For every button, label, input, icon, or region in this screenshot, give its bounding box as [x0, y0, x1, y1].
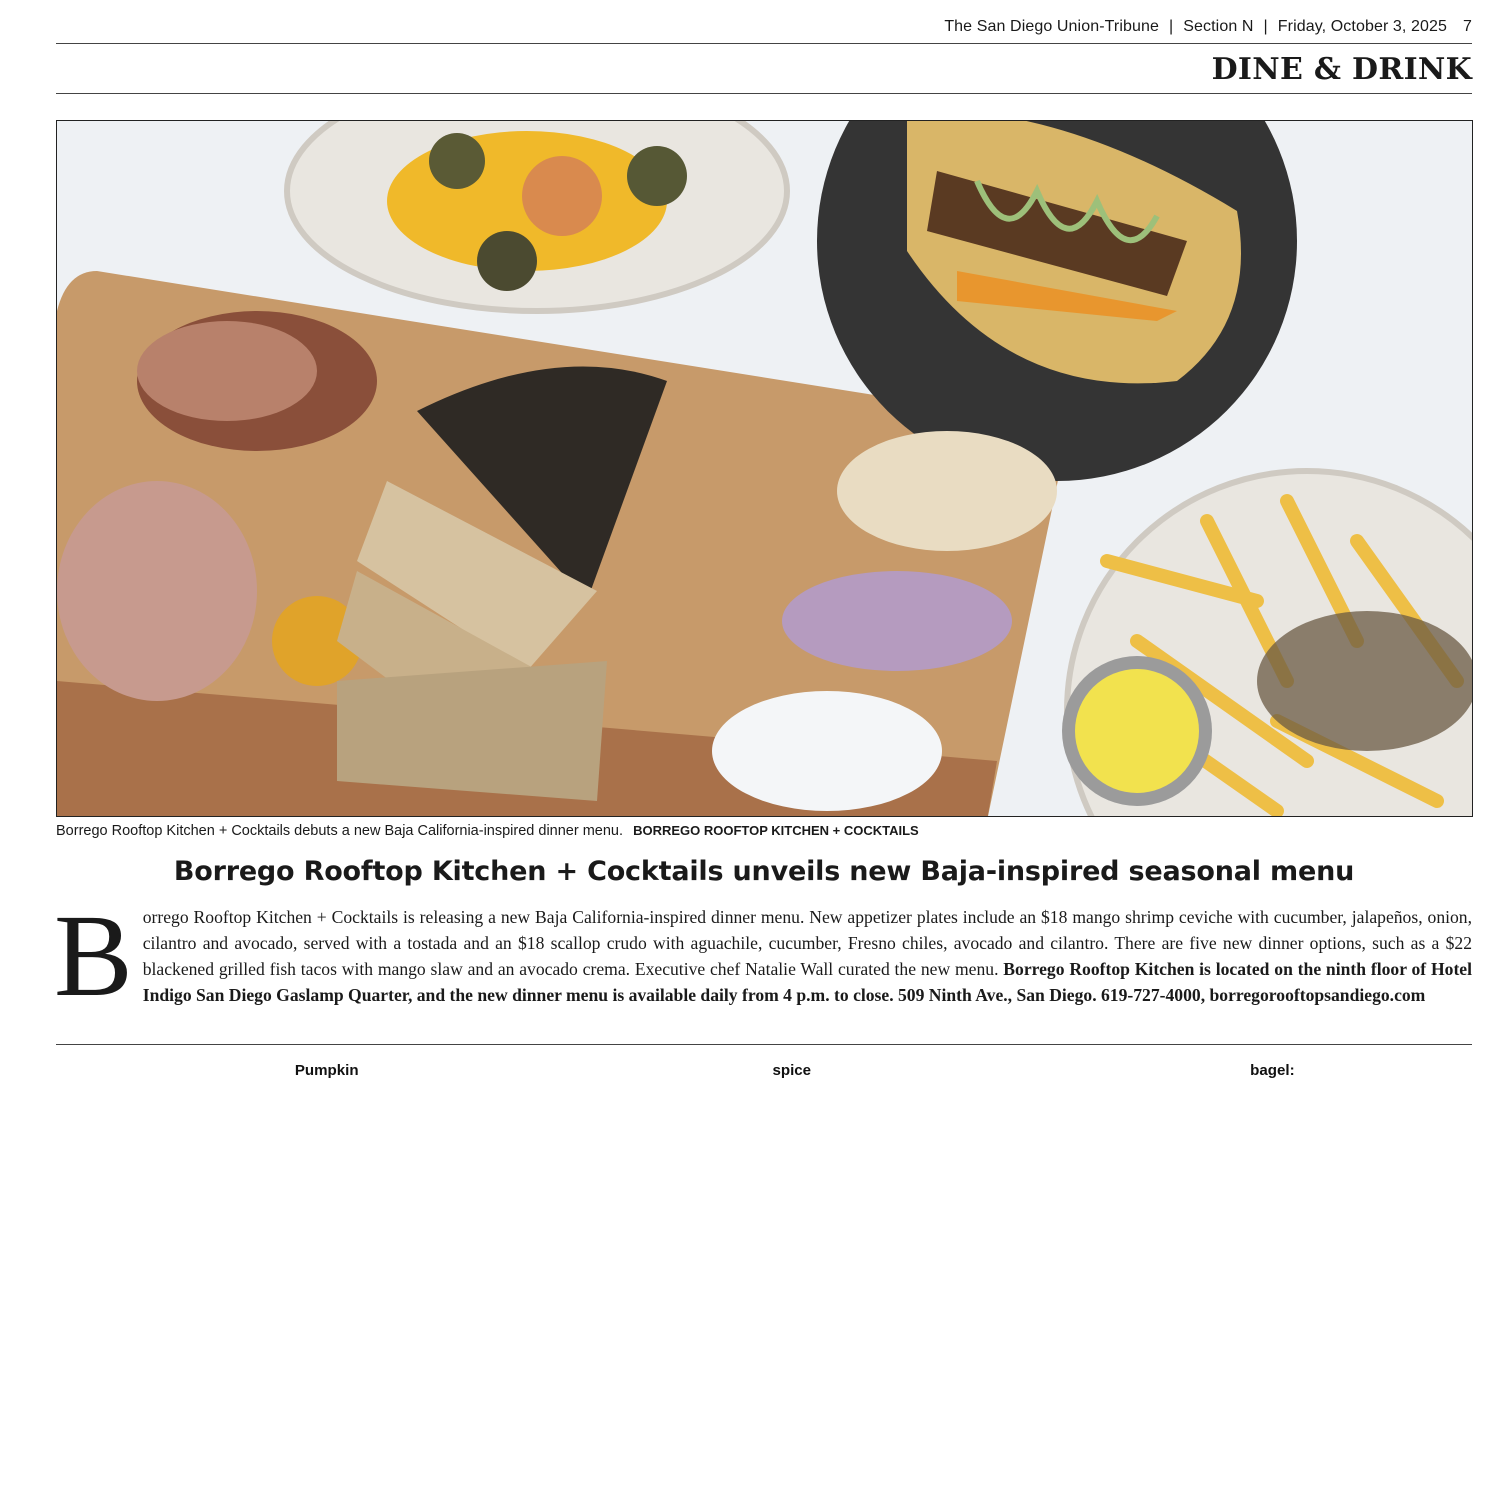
column-text: spice: [772, 1062, 812, 1079]
masthead-separator: |: [1263, 18, 1268, 35]
column-3: [534, 1061, 756, 1451]
column-4: [772, 1061, 994, 1451]
section-label: Section N: [1183, 18, 1254, 35]
article-headline: Borrego Rooftop Kitchen + Cocktails unveils new Baja-inspired seasonal menu: [173, 856, 1355, 887]
briefs-columns: [56, 1061, 1472, 1451]
drop-cap: B: [54, 890, 133, 1021]
column-5: [1011, 1061, 1233, 1451]
photo-caption: [56, 823, 919, 839]
column-1: [56, 1061, 278, 1451]
caption-text: Borrego Rooftop Kitchen + Cocktails debuts a new Baja California-inspired dinner menu.: [56, 823, 624, 839]
food-photo: [56, 120, 1473, 817]
lead-text: orrego Rooftop Kitchen + Cocktails is releasing a new Baja California-inspired dinner menu. New appetizer plates include an $18 mango shrimp ceviche with cucumber, jalapeños, onion, cilantro and avocado, served with a tostada and an $18 scallop crudo with aguachile, cucumber, Fresno chiles, avocado and cilantro. There are five new dinner options, such as a $22 blackened grilled fish tacos with mango slaw and an avocado crema. Executive chef Natalie Wall curated the new menu.: [142, 907, 1472, 979]
food-photo-illustration: [57, 121, 1473, 817]
lead-paragraph: [54, 890, 1473, 1021]
photo-credit: BORREGO ROOFTOP KITCHEN + COCKTAILS: [633, 823, 919, 838]
paper-name: The San Diego Union-Tribune: [944, 18, 1159, 35]
lead-bold-text: Borrego Rooftop Kitchen is located on the ninth floor of Hotel Indigo San Diego Gaslamp Quarter, and the new dinner menu is available daily from 4 p.m. to close. 509 Ninth Ave., San Diego. 619-727-4000, borregorooftopsandiego.com: [142, 959, 1473, 1005]
issue-date: Friday, October 3, 2025: [1277, 18, 1447, 35]
column-2: [295, 1061, 517, 1451]
masthead-separator: |: [1168, 18, 1174, 35]
column-text: bagel:: [1250, 1062, 1295, 1079]
column-text: Pumpkin: [294, 1062, 359, 1079]
page-number: 7: [1463, 18, 1472, 35]
column-6: [1250, 1061, 1472, 1451]
masthead: [56, 18, 1472, 44]
section-title: DINE & DRINK: [56, 50, 1472, 94]
divider: [56, 1044, 1472, 1045]
